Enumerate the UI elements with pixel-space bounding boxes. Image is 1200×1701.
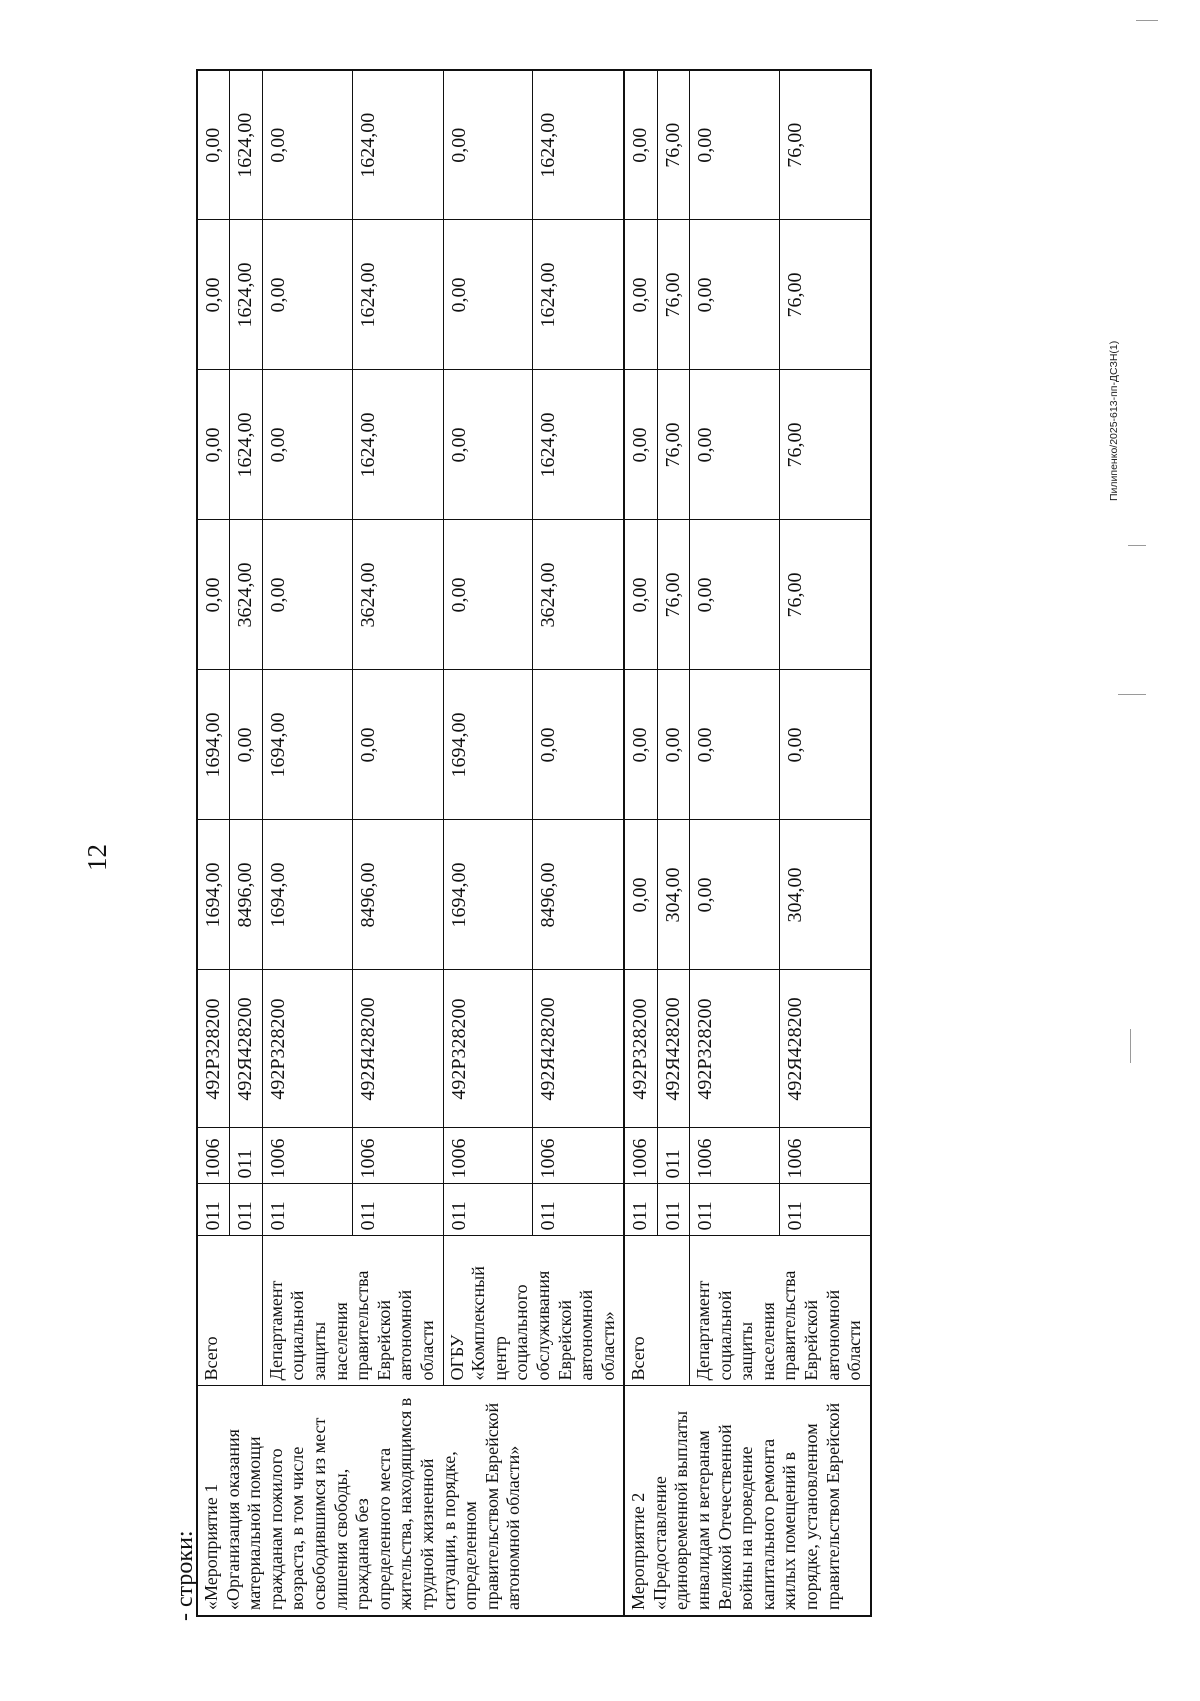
amount-cell: 0,00 [624, 520, 657, 670]
grbs-code-cell: 011 [353, 1184, 443, 1236]
amount-cell: 304,00 [779, 820, 870, 970]
amount-cell: 1694,00 [262, 670, 352, 820]
amount-cell: 0,00 [262, 70, 352, 220]
amount-cell: 0,00 [443, 220, 533, 370]
grbs-code-cell: 011 [779, 1184, 870, 1236]
amount-cell: 1624,00 [353, 220, 443, 370]
amount-cell: 76,00 [657, 70, 689, 220]
amount-cell: 0,00 [443, 370, 533, 520]
amount-cell: 1694,00 [197, 670, 230, 820]
amount-cell: 0,00 [443, 520, 533, 670]
scan-mark [1136, 20, 1158, 21]
executor-cell: Департамент социальной защиты населения правительства Еврейской автономной области [262, 1236, 443, 1386]
target-article-cell: 492Я428200 [657, 970, 689, 1128]
section-code-cell: 1006 [690, 1128, 780, 1184]
amount-cell: 76,00 [657, 220, 689, 370]
target-article-cell: 492Я428200 [779, 970, 870, 1128]
section-code-cell: 1006 [197, 1128, 230, 1184]
executor-cell: ОГБУ «Комплексный центр социального обслуживания Еврейской автономной области» [443, 1236, 624, 1386]
section-code-cell: 1006 [779, 1128, 870, 1184]
amount-cell: 76,00 [779, 70, 870, 220]
section-code-cell: 1006 [443, 1128, 533, 1184]
table-row [262, 70, 352, 1616]
amount-cell: 3624,00 [533, 520, 624, 670]
amount-cell: 0,00 [262, 520, 352, 670]
grbs-code-cell: 011 [230, 1184, 262, 1236]
target-article-cell: 492Я428200 [533, 970, 624, 1128]
amount-cell: 304,00 [657, 820, 689, 970]
amount-cell: 1694,00 [197, 820, 230, 970]
amount-cell: 0,00 [262, 220, 352, 370]
table-row [690, 70, 780, 1616]
amount-cell: 0,00 [533, 670, 624, 820]
amount-cell: 8496,00 [353, 820, 443, 970]
amount-cell: 0,00 [624, 70, 657, 220]
amount-cell: 0,00 [197, 220, 230, 370]
section-code-cell: 011 [230, 1128, 262, 1184]
section-code-cell: 1006 [624, 1128, 657, 1184]
amount-cell: 0,00 [690, 670, 780, 820]
amount-cell: 0,00 [624, 370, 657, 520]
amount-cell: 3624,00 [353, 520, 443, 670]
grbs-code-cell: 011 [197, 1184, 230, 1236]
amount-cell: 0,00 [197, 370, 230, 520]
amount-cell: 1624,00 [533, 220, 624, 370]
grbs-code-cell: 011 [657, 1184, 689, 1236]
scan-mark [1130, 1029, 1131, 1063]
amount-cell: 0,00 [624, 820, 657, 970]
target-article-cell: 492Р328200 [262, 970, 352, 1128]
amount-cell: 1624,00 [230, 370, 262, 520]
amount-cell: 0,00 [690, 520, 780, 670]
amount-cell: 76,00 [779, 520, 870, 670]
amount-cell: 1624,00 [230, 70, 262, 220]
amount-cell: 1624,00 [353, 370, 443, 520]
amount-cell: 76,00 [779, 370, 870, 520]
activity-name-cell: Мероприятие 2 «Предоставление единовременной выплаты инвалидам и ветеранам Великой Отечественной войны на проведение капитального ремонта жилых помещений в порядке, установленном правительством Еврейской [624, 1386, 871, 1616]
grbs-code-cell: 011 [533, 1184, 624, 1236]
amount-cell: 76,00 [657, 370, 689, 520]
amount-cell: 0,00 [230, 670, 262, 820]
page-number: 12 [82, 844, 112, 871]
grbs-code-cell: 011 [690, 1184, 780, 1236]
target-article-cell: 492Я428200 [230, 970, 262, 1128]
section-code-cell: 1006 [262, 1128, 352, 1184]
amount-cell: 0,00 [443, 70, 533, 220]
target-article-cell: 492Р328200 [624, 970, 657, 1128]
amount-cell: 0,00 [657, 670, 689, 820]
amount-cell: 76,00 [779, 220, 870, 370]
amount-cell: 0,00 [624, 220, 657, 370]
footer-document-id: Пилипенко/2025-613-пп-ДСЗН(1) [1108, 340, 1120, 501]
amount-cell: 0,00 [779, 670, 870, 820]
amount-cell: 0,00 [624, 670, 657, 820]
amount-cell: 0,00 [690, 70, 780, 220]
scan-mark [1118, 694, 1146, 695]
executor-cell: Всего [197, 1236, 262, 1386]
budget-table [196, 69, 872, 1617]
amount-cell: 8496,00 [533, 820, 624, 970]
table-row [197, 70, 230, 1616]
amount-cell: 1624,00 [533, 70, 624, 220]
amount-cell: 76,00 [657, 520, 689, 670]
section-code-cell: 1006 [533, 1128, 624, 1184]
amount-cell: 0,00 [262, 370, 352, 520]
executor-cell: Департамент социальной защиты населения правительства Еврейской автономной области [690, 1236, 871, 1386]
rows-caption: - строки: [172, 1530, 198, 1621]
amount-cell: 1694,00 [443, 670, 533, 820]
amount-cell: 0,00 [690, 370, 780, 520]
grbs-code-cell: 011 [624, 1184, 657, 1236]
section-code-cell: 011 [657, 1128, 689, 1184]
grbs-code-cell: 011 [443, 1184, 533, 1236]
target-article-cell: 492Я428200 [353, 970, 443, 1128]
table-row [624, 70, 657, 1616]
amount-cell: 3624,00 [230, 520, 262, 670]
amount-cell: 8496,00 [230, 820, 262, 970]
executor-cell: Всего [624, 1236, 689, 1386]
amount-cell: 1694,00 [262, 820, 352, 970]
amount-cell: 0,00 [197, 520, 230, 670]
amount-cell: 1624,00 [353, 70, 443, 220]
amount-cell: 1694,00 [443, 820, 533, 970]
scan-mark [1128, 545, 1146, 546]
amount-cell: 1624,00 [230, 220, 262, 370]
table-row [443, 70, 533, 1616]
target-article-cell: 492Р328200 [197, 970, 230, 1128]
section-code-cell: 1006 [353, 1128, 443, 1184]
table-body [197, 70, 871, 1616]
amount-cell: 1624,00 [533, 370, 624, 520]
amount-cell: 0,00 [690, 220, 780, 370]
amount-cell: 0,00 [353, 670, 443, 820]
target-article-cell: 492Р328200 [690, 970, 780, 1128]
target-article-cell: 492Р328200 [443, 970, 533, 1128]
amount-cell: 0,00 [197, 70, 230, 220]
grbs-code-cell: 011 [262, 1184, 352, 1236]
amount-cell: 0,00 [690, 820, 780, 970]
activity-name-cell: «Мероприятие 1 «Организация оказания материальной помощи гражданам пожилого возраста, в том числе освободившимся из мест лишения свободы, гражданам без определенного места жительства, находящимся в трудной жизненной ситуации, в порядке, определенном правительством Еврейской автономной области» [197, 1386, 624, 1616]
